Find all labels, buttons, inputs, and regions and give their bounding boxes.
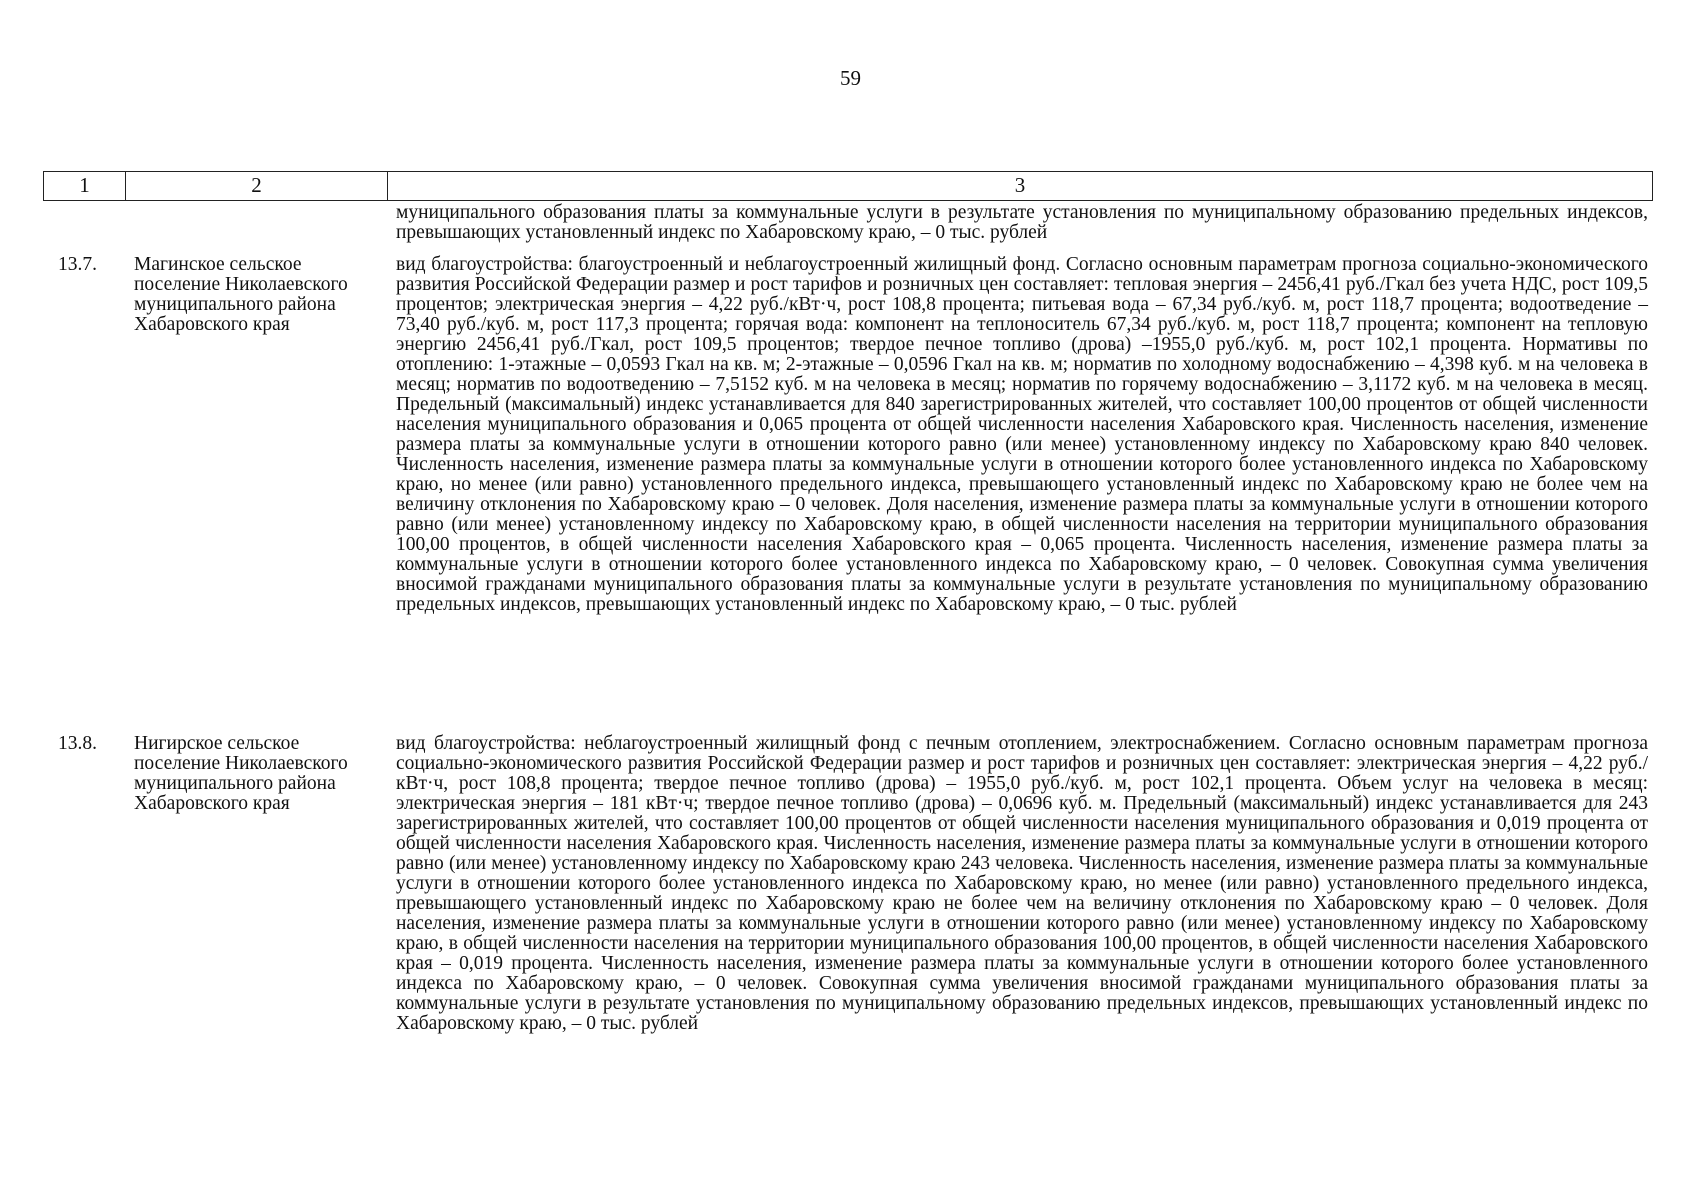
column-header-2: 2 [126, 172, 388, 200]
row-text-13-7: вид благоустройства: благоустроенный и неблагоустроенный жилищный фонд. Согласно основным параметрам прогноза социально-экономического развития Российской Федерации размер и рост тарифов и розничных цен составляет: тепловая энергия – 2456,41 руб./Гкал без учета НДС, рост 109,5 процентов; электрическая энергия – 4,22 руб./кВт·ч, рост 108,8 процента; питьевая вода – 67,34 руб./куб. м, рост 118,7 процента; водоотведение – 73,40 руб./куб. м, рост 117,3 процента; горячая вода: компонент на теплоноситель 67,34 руб./куб. м, рост 118,7 процента; компонент на тепловую энергию 2456,41 руб./Гкал, рост 109,5 процентов; твердое печное топливо (дрова) –1955,0 руб./куб. м, рост 102,1 процента. Нормативы по отоплению: 1-этажные – 0,0593 Гкал на кв. м; 2-этажные – 0,0596 Гкал на кв. м; норматив по холодному водоснабжению – 4,398 куб. м на человека в месяц; норматив по водоотведению – 7,5152 куб. м на человека в месяц; норматив по горячему водоснабжению – 3,1172 куб. м на человека в месяц. Предельный (максимальный) индекс устанавливается для 840 зарегистрированных жителей, что составляет 100,00 процентов от общей численности населения муниципального образования и 0,065 процента от общей численности населения Хабаровского края. Численность населения, изменение размера платы за коммунальные услуги в отношении которого равно (или менее) установленному индексу по Хабаровскому краю 840 человек. Численность населения, изменение размера платы за коммунальные услуги в отношении которого более установленного индекса по Хабаровскому краю, но менее (или равно) установленного предельного индекса, превышающего установленный индекс по Хабаровскому краю не более чем на величину отклонения по Хабаровскому краю – 0 человек. Доля населения, изменение размера платы за коммунальные услуги в отношении которого равно (или менее) установленному индексу по Хабаровскому краю, в общей численности населения на территории муниципального образования 100,00 процентов, в общей численности населения Хабаровского края – 0,065 процента. Численность населения, изменение размера платы за коммунальные услуги в отношении которого более установленного индекса по Хабаровскому краю, – 0 человек. Совокупная сумма увеличения вносимой гражданами муниципального образования платы за коммунальные услуги в результате установления по муниципальному образованию предельных индексов, превышающих установленный индекс по Хабаровскому краю, – 0 тыс. рублей [396, 254, 1648, 615]
page-number: 59 [840, 66, 861, 90]
row-text-13-8: вид благоустройства: неблагоустроенный жилищный фонд с печным отоплением, электроснабжением. Согласно основным параметрам прогноза социально-экономического развития Российской Федерации размер и рост тарифов и розничных цен составляет: электрическая энергия – 4,22 руб./кВт·ч, рост 108,8 процента; твердое печное топливо (дрова) – 1955,0 руб./куб. м, рост 102,1 процента. Объем услуг на человека в месяц: электрическая энергия – 181 кВт·ч; твердое печное топливо (дрова) – 0,0696 куб. м. Предельный (максимальный) индекс устанавливается для 243 зарегистрированных жителей, что составляет 100,00 процентов от общей численности населения муниципального образования и 0,019 процента от общей численности населения Хабаровского края. Численность населения, изменение размера платы за коммунальные услуги в отношении которого равно (или менее) установленному индексу по Хабаровскому краю 243 человека. Численность населения, изменение размера платы за коммунальные услуги в отношении которого более установленного индекса по Хабаровскому краю, но менее (или равно) установленного предельного индекса, превышающего установленный индекс по Хабаровскому краю не более чем на величину отклонения по Хабаровскому краю – 0 человек. Доля населения, изменение размера платы за коммунальные услуги в отношении которого равно (или менее) установленному индексу по Хабаровскому краю, в общей численности населения на территории муниципального образования 100,00 процентов, в общей численности населения Хабаровского края – 0,019 процента. Численность населения, изменение размера платы за коммунальные услуги в отношении которого более установленного индекса по Хабаровскому краю, – 0 человек. Совокупная сумма увеличения вносимой гражданами муниципального образования платы за коммунальные услуги в результате установления по муниципальному образованию предельных индексов, превышающих установленный индекс по Хабаровскому краю, – 0 тыс. рублей [396, 733, 1648, 1034]
column-header-1: 1 [44, 172, 126, 200]
table-column-header [43, 171, 1653, 201]
row-number-13-8: 13.8. [58, 733, 97, 754]
row-name-13-7: Магинское сельское поселение Николаевского муниципального района Хабаровского края [134, 254, 348, 335]
continuation-text: муниципального образования платы за коммунальные услуги в результате установления по муниципальному образованию предельных индексов, превышающих установленный индекс по Хабаровскому краю, – 0 тыс. рублей [396, 202, 1648, 243]
row-number-13-7: 13.7. [58, 254, 97, 275]
row-name-13-8: Нигирское сельское поселение Николаевского муниципального района Хабаровского края [134, 733, 348, 814]
column-header-3: 3 [1014, 173, 1026, 197]
